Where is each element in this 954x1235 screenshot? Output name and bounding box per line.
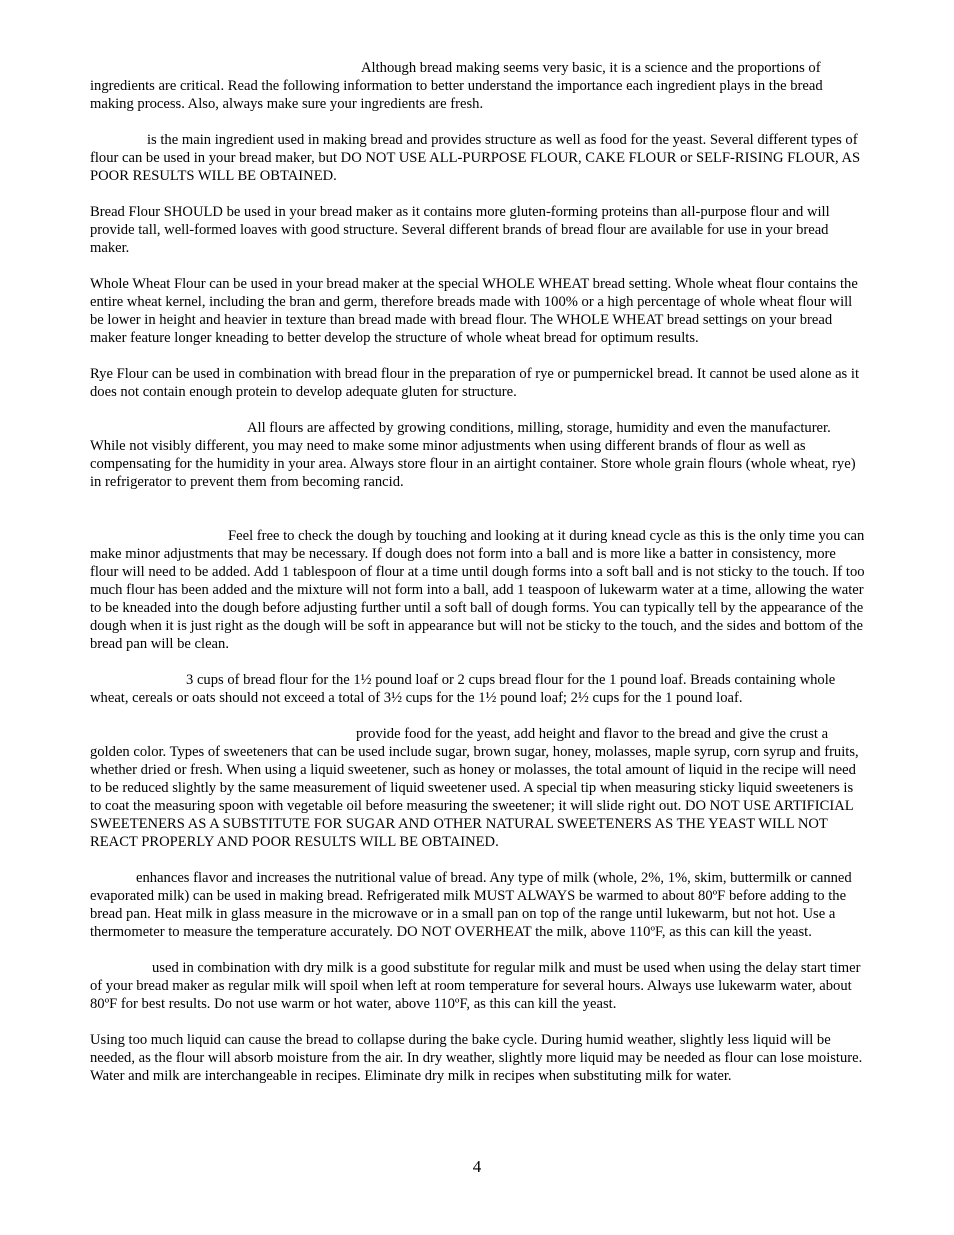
page-number: 4 (472, 1157, 482, 1176)
paragraph-whole-wheat-flour: Whole Wheat Flour can be used in your bread maker at the special WHOLE WHEAT bread setting. Whole wheat flour contains the entire wheat kernel, including the bran and germ, therefore breads made with 100% or a high percentage of whole wheat flour will be lower in height and heavier in texture than bread made with bread flour. The WHOLE WHEAT bread settings on your bread maker feature longer kneading to better develop the structure of whole wheat bread for optimum results. (90, 276, 858, 346)
paragraph-sweeteners: provide food for the yeast, add height and flavor to the bread and give the crust a golden color. Types of sweeteners that can be used include sugar, brown sugar, honey, molasses, maple syrup, corn syrup and fruits, whether dried or fresh. When using a liquid sweetener, such as honey or molasses, the total amount of liquid in the recipe will need to be reduced slightly by the same measurement of liquid sweetener used. A special tip when measuring sticky liquid sweeteners is to coat the measuring spoon with vegetable oil before measuring the sweetener; it will slide right out. DO NOT USE ARTIFICIAL SWEETENERS AS A SUBSTITUTE FOR SUGAR AND OTHER NATURAL SWEETENERS AS THE YEAST WILL NOT REACT PROPERLY AND POOR RESULTS WILL BE OBTAINED. (90, 726, 859, 850)
paragraph-liquid: Using too much liquid can cause the bread to collapse during the bake cycle. During humid weather, slightly less liquid will be needed, as the flour will absorb moisture from the air. In dry weather, slightly more liquid may be needed as flour can lose moisture. Water and milk are interchangeable in recipes. Eliminate dry milk in recipes when substituting milk for water. (90, 1032, 863, 1084)
paragraph-dough-check: Feel free to check the dough by touching and looking at it during knead cycle as this is the only time you can make minor adjustments that may be necessary. If dough does not form into a ball and is more like a batter in consistency, more flour will need to be added. Add 1 tablespoon of flour at a time until dough forms into a soft ball and is not sticky to the touch. If too much flour has been added and the mixture will not form into a ball, add 1 teaspoon of lukewarm water at a time, allowing the water to be kneaded into the dough before adjusting further until a soft ball of dough forms. You can typically tell by the appearance of the dough when it is just right as the dough will be soft in appearance but will not be sticky to the touch, and the sides and bottom of the bread pan will be clean. (90, 528, 865, 652)
paragraph-flour-limits: 3 cups of bread flour for the 1½ pound loaf or 2 cups bread flour for the 1 pound loaf. Breads containing whole wheat, cereals or oats should not exceed a total of 3½ cups for the 1½ pound loaf; 2½ cups for the 1 pound loaf. (90, 672, 836, 706)
paragraph-rye-flour: Rye Flour can be used in combination with bread flour in the preparation of rye or pumpernickel bread. It cannot be used alone as it does not contain enough protein to develop adequate gluten for structure. (90, 366, 859, 400)
paragraph-intro: Although bread making seems very basic, it is a science and the proportions of ingredients are critical. Read the following information to better understand the importance each ingredient plays in the bread making process. Also, always make sure your ingredients are fresh. (90, 60, 823, 112)
paragraph-bread-flour: Bread Flour SHOULD be used in your bread maker as it contains more gluten-forming proteins than all-purpose flour and will provide tall, well-formed loaves with good structure. Several different brands of bread flour are available for use in your bread maker. (90, 204, 830, 256)
paragraph-flour-storage: All flours are affected by growing conditions, milling, storage, humidity and even the manufacturer. While not visibly different, you may need to make some minor adjustments when using different brands of flour as well as compensating for the humidity in your area. Always store flour in an airtight container. Store whole grain flours (whole wheat, rye) in refrigerator to prevent them from becoming rancid. (90, 420, 856, 490)
document-page (90, 59, 866, 1229)
paragraph-milk: enhances flavor and increases the nutritional value of bread. Any type of milk (whole, 2%, 1%, skim, buttermilk or canned evaporated milk) can be used in making bread. Refrigerated milk MUST ALWAYS be warmed to about 80ºF before adding to the bread pan. Heat milk in glass measure in the microwave or in a small pan on top of the range until lukewarm, but not hot. Use a thermometer to measure the temperature accurately. DO NOT OVERHEAT the milk, above 110ºF, as this can kill the yeast. (90, 870, 852, 940)
paragraph-water: used in combination with dry milk is a good substitute for regular milk and must be used when using the delay start timer of your bread maker as regular milk will spoil when left at room temperature for several hours. Always use lukewarm water, about 80ºF for best results. Do not use warm or hot water, above 110ºF, as this can kill the yeast. (90, 960, 861, 1012)
paragraph-flour: is the main ingredient used in making bread and provides structure as well as food for the yeast. Several different types of flour can be used in your bread maker, but DO NOT USE ALL-PURPOSE FLOUR, CAKE FLOUR or SELF-RISING FLOUR, AS POOR RESULTS WILL BE OBTAINED. (90, 132, 861, 184)
